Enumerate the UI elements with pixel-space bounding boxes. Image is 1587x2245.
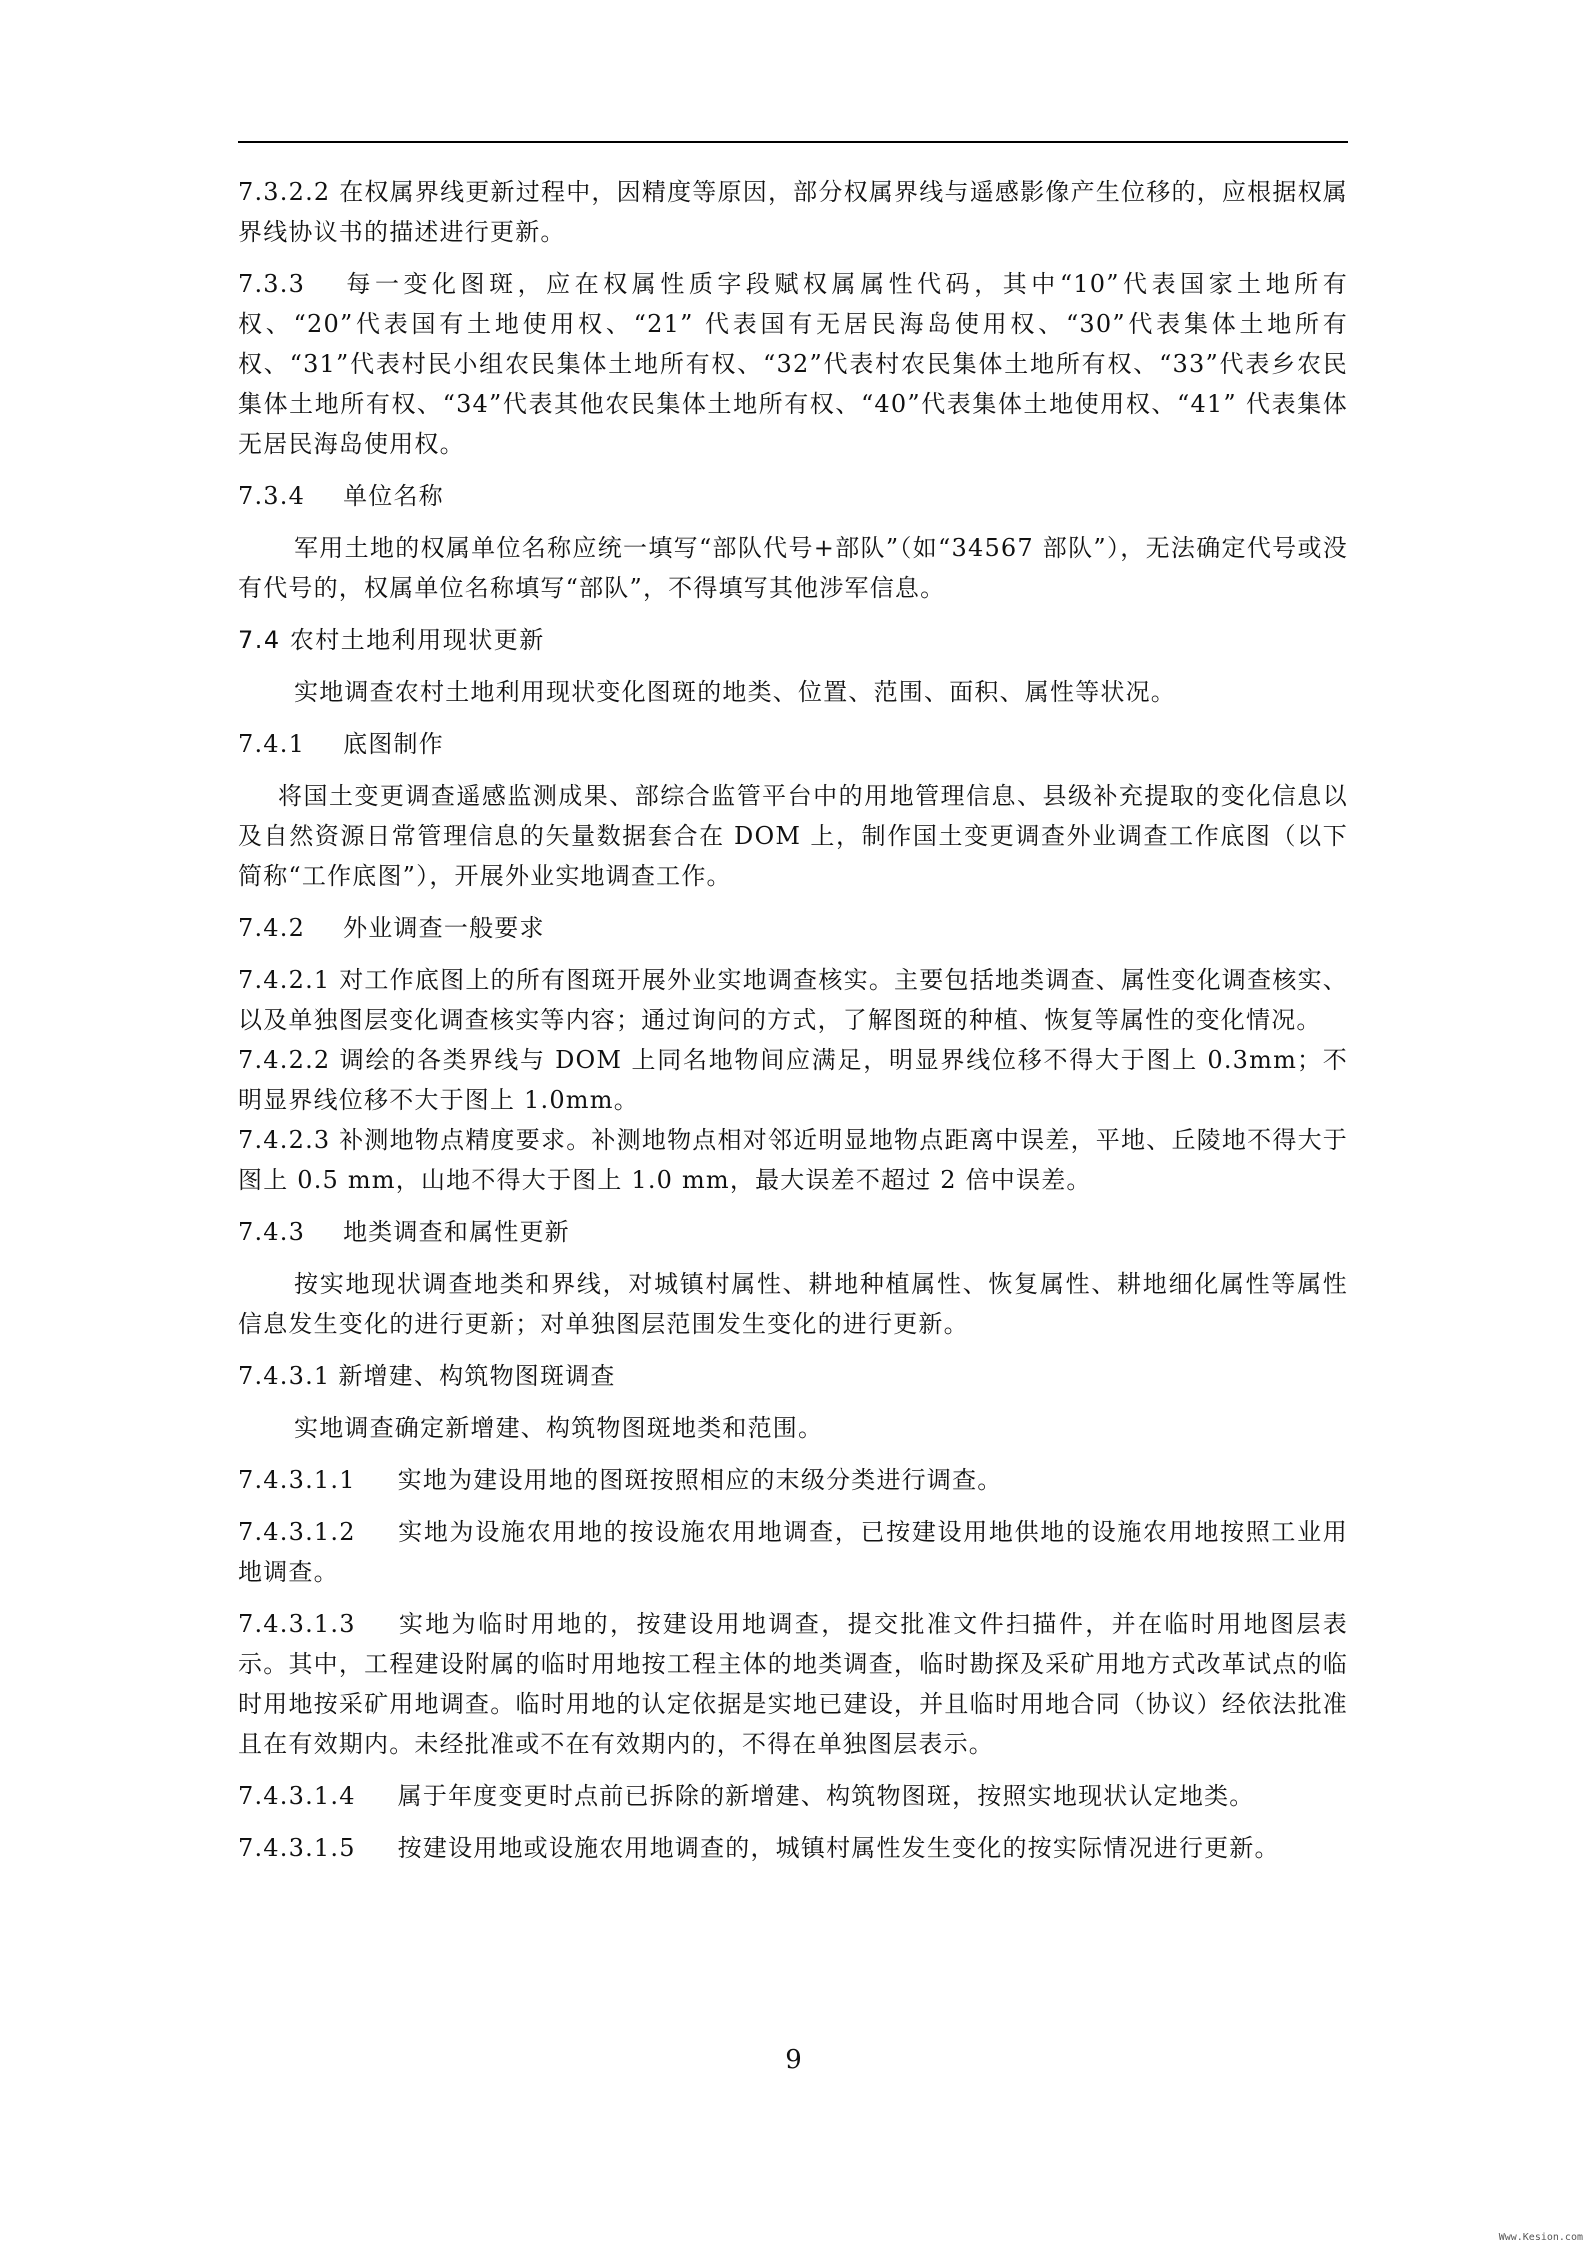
page-content — [238, 172, 1348, 1880]
clause-7-4-3-1-1: 7.4.3.1.1 实地为建设用地的图斑按照相应的末级分类进行调查。 — [238, 1466, 1003, 1494]
paragraph-base-map: 将国土变更调查遥感监测成果、部综合监管平台中的用地管理信息、县级补充提取的变化信息以及自然资源日常管理信息的矢量数据套合在 DOM 上，制作国土变更调查外业调查工作底图（以下简称“工作底图”），开展外业实地调查工作。 — [238, 782, 1348, 890]
clause-7-4-2-1: 7.4.2.1 对工作底图上的所有图斑开展外业实地调查核实。主要包括地类调查、属性变化调查核实、以及单独图层变化调查核实等内容；通过询问的方式，了解图斑的种植、恢复等属性的变化情况。 — [238, 966, 1348, 1034]
clause-7-3-4: 7.3.4 单位名称 — [238, 482, 444, 510]
paragraph-military-land: 军用土地的权属单位名称应统一填写“部队代号+部队”（如“34567 部队”），无法确定代号或没有代号的，权属单位名称填写“部队”，不得填写其他涉军信息。 — [238, 534, 1348, 602]
clause-7-4-3-1: 7.4.3.1 新增建、构筑物图斑调查 — [238, 1362, 616, 1390]
paragraph-land-class: 按实地现状调查地类和界线，对城镇村属性、耕地种植属性、恢复属性、耕地细化属性等属性信息发生变化的进行更新；对单独图层范围发生变化的进行更新。 — [238, 1270, 1348, 1338]
clause-7-4-3-1-5: 7.4.3.1.5 按建设用地或设施农用地调查的，城镇村属性发生变化的按实际情况进行更新。 — [238, 1834, 1280, 1862]
clause-7-3-2-2: 7.3.2.2 在权属界线更新过程中，因精度等原因，部分权属界线与遥感影像产生位移的，应根据权属界线协议书的描述进行更新。 — [238, 178, 1348, 246]
clause-7-4-3: 7.4.3 地类调查和属性更新 — [238, 1218, 570, 1246]
clause-7-4-2-2: 7.4.2.2 调绘的各类界线与 DOM 上同名地物间应满足，明显界线位移不得大于图上 0.3mm；不明显界线位移不大于图上 1.0mm。 — [238, 1046, 1348, 1114]
header-rule — [238, 141, 1348, 143]
clause-7-4-2: 7.4.2 外业调查一般要求 — [238, 914, 545, 942]
paragraph-7-4-intro: 实地调查农村土地利用现状变化图斑的地类、位置、范围、面积、属性等状况。 — [294, 678, 1176, 706]
clause-7-4-3-1-4: 7.4.3.1.4 属于年度变更时点前已拆除的新增建、构筑物图斑，按照实地现状认定地类。 — [238, 1782, 1255, 1810]
clause-7-4-1: 7.4.1 底图制作 — [238, 730, 444, 758]
clause-7-3-3: 7.3.3 每一变化图斑，应在权属性质字段赋权属属性代码，其中“10”代表国家土地所有权、“20”代表国有土地使用权、“21” 代表国有无居民海岛使用权、“30”代表集体土地所有权、“31”代表村民小组农民集体土地所有权、“32”代表村农民集体土地所有权、“33”代表乡农民集体土地所有权、“34”代表其他农民集体土地所有权、“40”代表集体土地使用权、“41” 代表集体无居民海岛使用权。 — [238, 270, 1348, 458]
paragraph-new-buildings: 实地调查确定新增建、构筑物图斑地类和范围。 — [294, 1414, 824, 1442]
page-number: 9 — [785, 2045, 802, 2075]
site-watermark: Www.Kesion.com — [1498, 2232, 1583, 2243]
section-heading-7-4: 7.4 农村土地利用现状更新 — [238, 626, 545, 654]
clause-7-4-2-3: 7.4.2.3 补测地物点精度要求。补测地物点相对邻近明显地物点距离中误差，平地、丘陵地不得大于图上 0.5 mm，山地不得大于图上 1.0 mm，最大误差不超过 2 倍中误差。 — [238, 1126, 1348, 1194]
clause-7-4-3-1-3: 7.4.3.1.3 实地为临时用地的，按建设用地调查，提交批准文件扫描件，并在临时用地图层表示。其中，工程建设附属的临时用地按工程主体的地类调查，临时勘探及采矿用地方式改革试点的临时用地按采矿用地调查。临时用地的认定依据是实地已建设，并且临时用地合同（协议）经依法批准且在有效期内。未经批准或不在有效期内的，不得在单独图层表示。 — [238, 1610, 1348, 1758]
clause-7-4-3-1-2: 7.4.3.1.2 实地为设施农用地的按设施农用地调查，已按建设用地供地的设施农用地按照工业用地调查。 — [238, 1518, 1348, 1586]
